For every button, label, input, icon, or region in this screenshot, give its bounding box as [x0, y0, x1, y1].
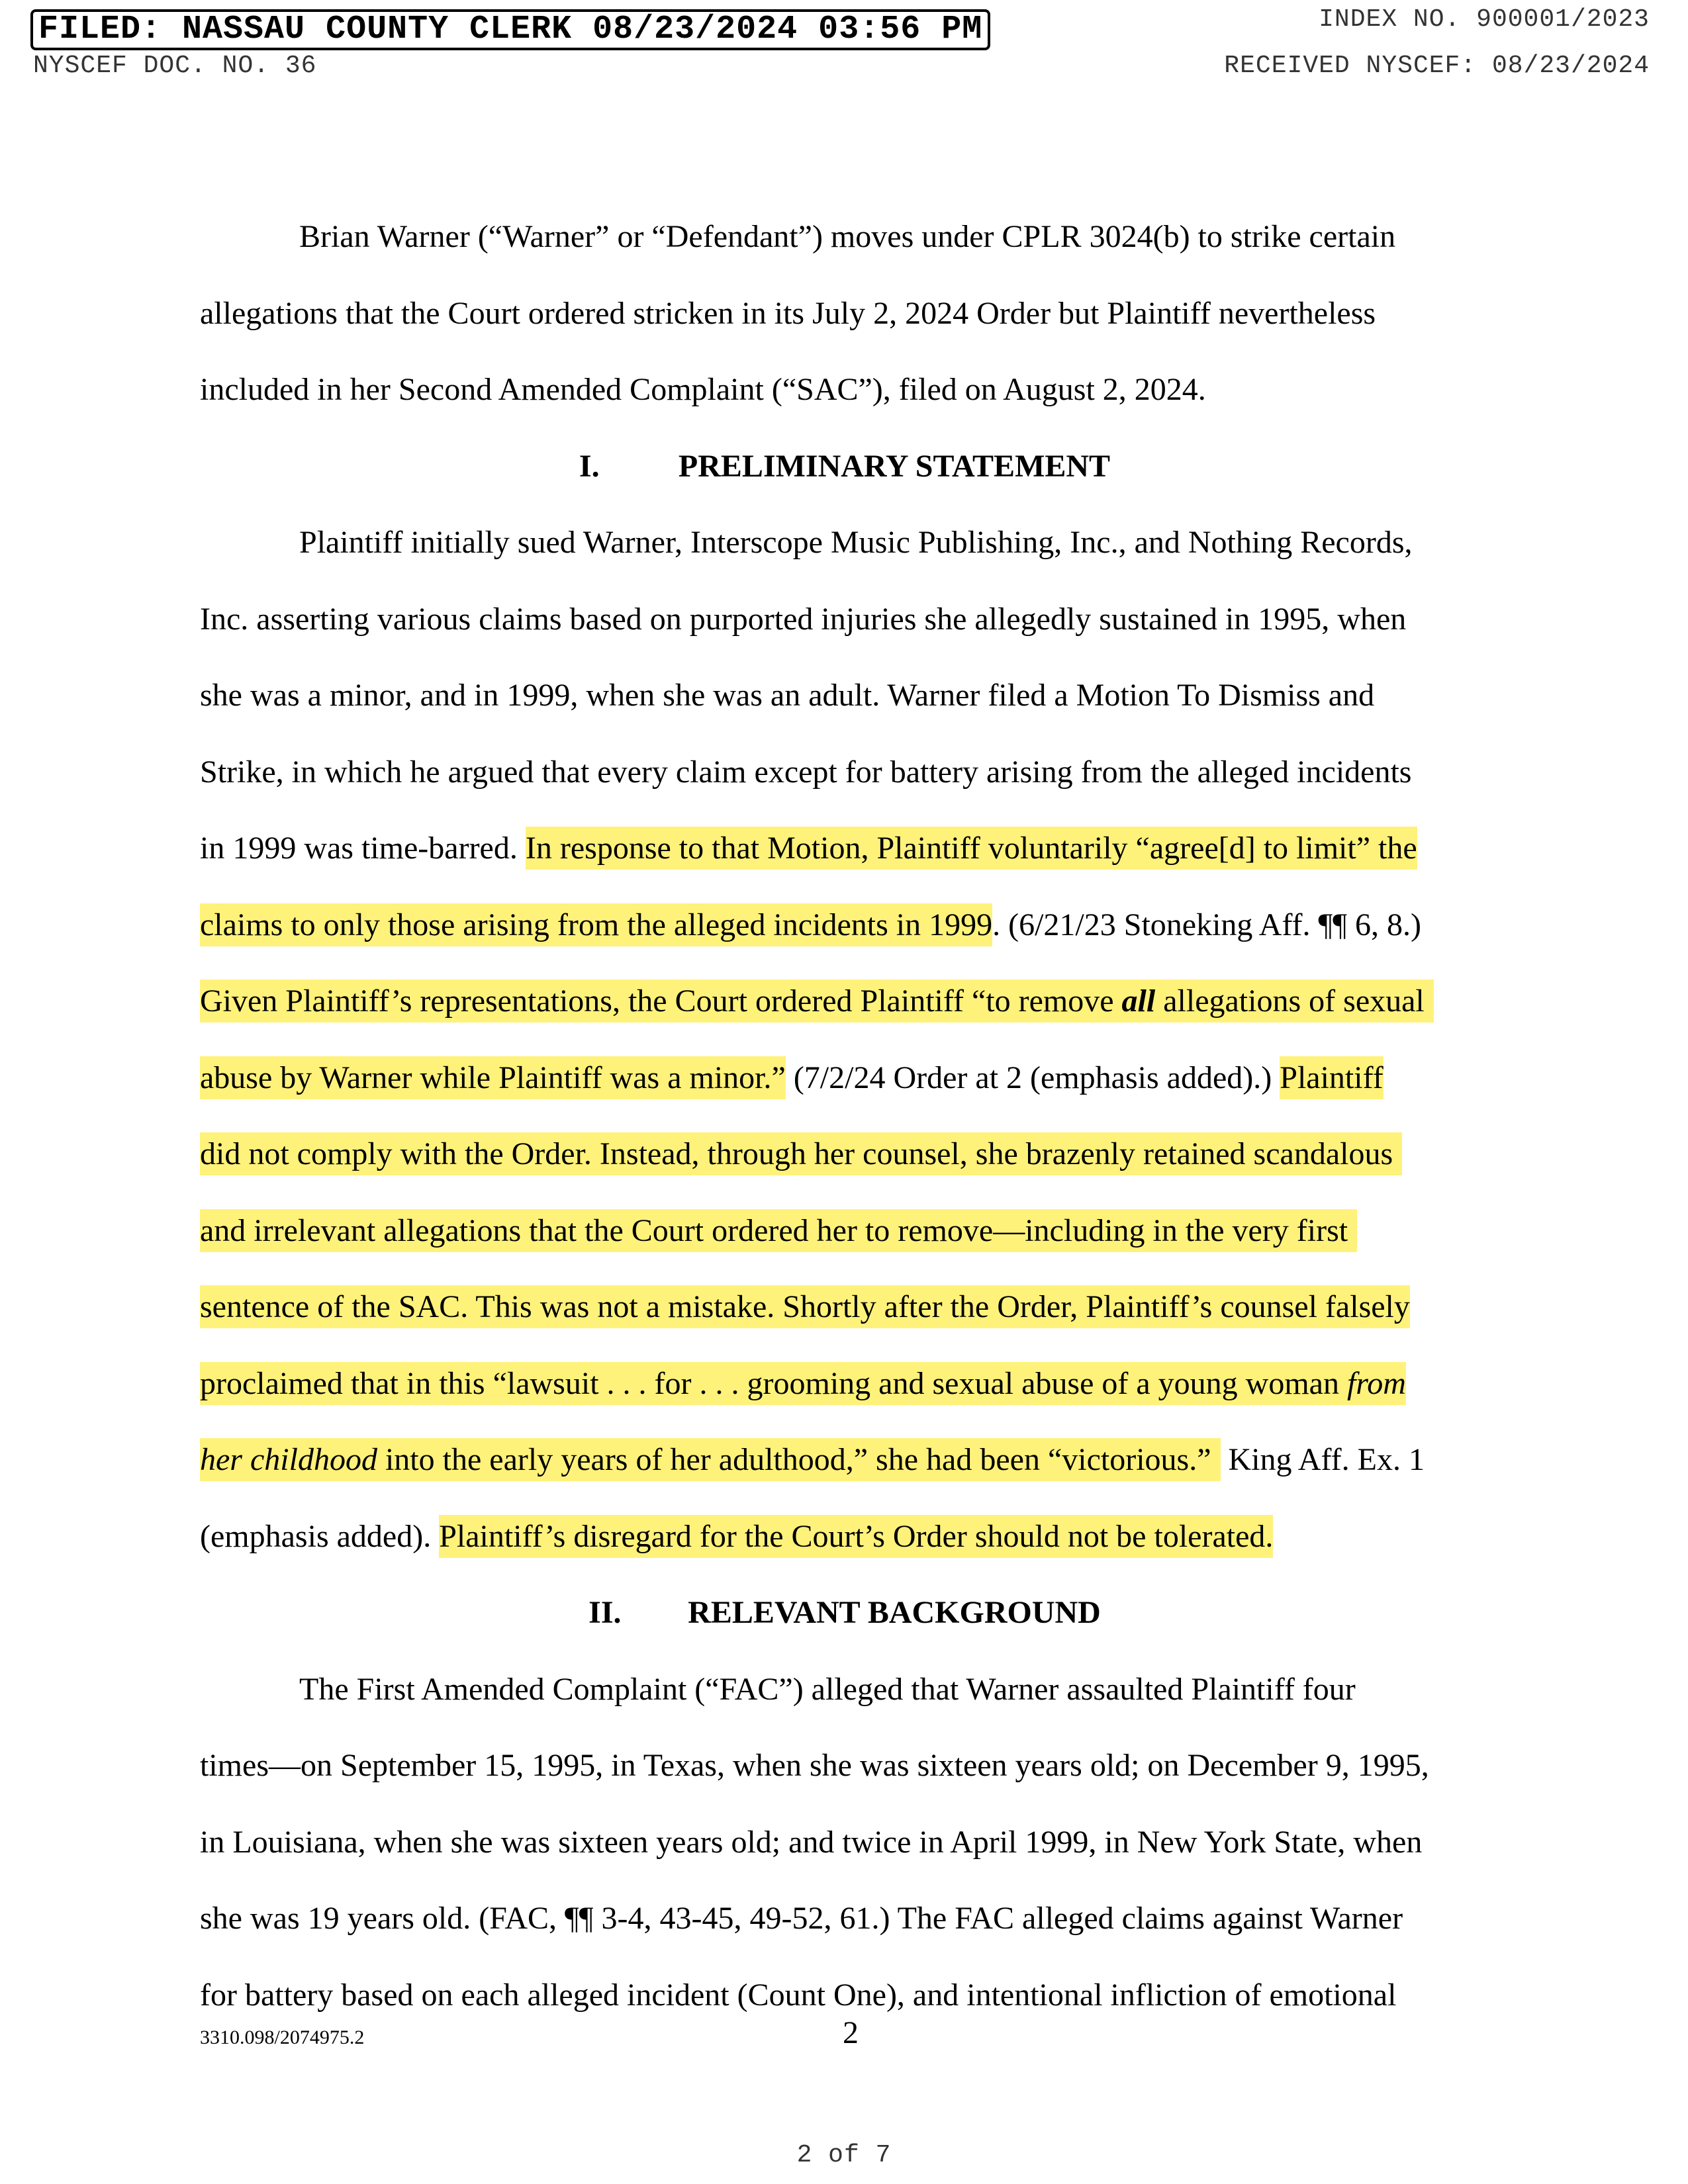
received-date: RECEIVED NYSCEF: 08/23/2024: [1224, 52, 1650, 80]
document-reference-number: 3310.098/2074975.2: [200, 2026, 365, 2048]
section-title: PRELIMINARY STATEMENT: [678, 448, 1111, 484]
index-number: INDEX NO. 900001/2023: [1319, 5, 1650, 34]
paragraph-line: [200, 887, 1489, 964]
paragraph-line: Inc. asserting various claims based on purported injuries she allegedly sustained in 1995, when: [200, 601, 1407, 637]
highlighted-text: Plaintiff: [1280, 1056, 1383, 1099]
text-segment: proclaimed that in this “lawsuit . . . for . . . grooming and sexual abuse of a young woman: [200, 1365, 1347, 1401]
paragraph-line: [200, 963, 1489, 1040]
emphasized-text: all: [1121, 983, 1156, 1019]
emphasized-text: her childhood: [200, 1442, 377, 1477]
paragraph-line: [200, 810, 1489, 887]
paragraph-line: [200, 1269, 1489, 1345]
highlighted-text: did not comply with the Order. Instead, through her counsel, she brazenly retained scandalous: [200, 1132, 1402, 1175]
paragraph-line: she was a minor, and in 1999, when she was an adult. Warner filed a Motion To Dismiss and: [200, 678, 1375, 713]
paragraph-line: [200, 1116, 1489, 1193]
section-heading-background: [200, 1574, 1489, 1651]
text-segment: Given Plaintiff’s representations, the Court ordered Plaintiff “to remove: [200, 983, 1122, 1019]
paragraph-line: Plaintiff initially sued Warner, Interscope Music Publishing, Inc., and Nothing Records,: [299, 525, 1413, 560]
paragraph-line: times—on September 15, 1995, in Texas, when she was sixteen years old; on December 9, 1995,: [200, 1748, 1429, 1783]
section-number: II.: [588, 1595, 622, 1630]
text-segment: (emphasis added).: [200, 1518, 440, 1554]
paragraph-line: she was 19 years old. (FAC, ¶¶ 3-4, 43-45, 49-52, 61.) The FAC alleged claims against Warner: [200, 1901, 1403, 1936]
highlighted-text: abuse by Warner while Plaintiff was a minor.”: [200, 1056, 786, 1099]
paragraph-line: Strike, in which he argued that every claim except for battery arising from the alleged incidents: [200, 754, 1412, 790]
document-body: [200, 199, 1489, 2033]
intro-line: allegations that the Court ordered stricken in its July 2, 2024 Order but Plaintiff nevertheless: [200, 295, 1376, 331]
highlighted-text: Plaintiff’s disregard for the Court’s Order should not be tolerated.: [439, 1515, 1273, 1558]
highlighted-text: and irrelevant allegations that the Court ordered her to remove—including in the very first: [200, 1209, 1357, 1252]
emphasized-text: from: [1346, 1365, 1406, 1401]
highlighted-text: [200, 979, 1434, 1023]
text-segment: . (6/21/23 Stoneking Aff. ¶¶ 6, 8.): [992, 907, 1422, 942]
section-number: I.: [579, 448, 600, 484]
section-heading-preliminary: [200, 428, 1489, 505]
paragraph-line: [200, 1498, 1489, 1575]
intro-line: included in her Second Amended Complaint (“SAC”), filed on August 2, 2024.: [200, 372, 1206, 407]
highlighted-text: claims to only those arising from the alleged incidents in 1999: [200, 903, 992, 946]
intro-line: Brian Warner (“Warner” or “Defendant”) moves under CPLR 3024(b) to strike certain: [299, 219, 1396, 254]
highlighted-text: In response to that Motion, Plaintiff voluntarily “agree[d] to limit” the: [526, 827, 1417, 870]
highlighted-text: sentence of the SAC. This was not a mistake. Shortly after the Order, Plaintiff’s counsel falsely: [200, 1285, 1410, 1328]
section-title: RELEVANT BACKGROUND: [688, 1595, 1101, 1630]
text-segment: King Aff. Ex. 1: [1220, 1442, 1425, 1477]
paragraph-line: [200, 1193, 1489, 1269]
paragraph-line: for battery based on each alleged incident (Count One), and intentional infliction of emotional: [200, 1977, 1397, 2013]
paragraph-line: The First Amended Complaint (“FAC”) alleged that Warner assaulted Plaintiff four: [299, 1671, 1356, 1707]
filed-stamp: FILED: NASSAU COUNTY CLERK 08/23/2024 03:56 PM: [30, 9, 990, 50]
paragraph-line: [200, 1040, 1489, 1116]
text-segment: allegations of sexual: [1155, 983, 1425, 1019]
text-segment: in 1999 was time-barred.: [200, 831, 526, 866]
paragraph-line: [200, 1422, 1489, 1498]
highlighted-text: [200, 1438, 1221, 1481]
page-of-total: 2 of 7: [796, 2141, 892, 2169]
paragraph-line: [200, 1345, 1489, 1422]
highlighted-text: [200, 1362, 1406, 1405]
paragraph-line: in Louisiana, when she was sixteen years old; and twice in April 1999, in New York State, when: [200, 1824, 1423, 1860]
text-segment: (7/2/24 Order at 2 (emphasis added).): [785, 1060, 1280, 1095]
text-segment: into the early years of her adulthood,” she had been “victorious.”: [377, 1442, 1211, 1477]
page-number: 2: [843, 2015, 859, 2050]
nyscef-doc-number: NYSCEF DOC. NO. 36: [33, 52, 317, 80]
